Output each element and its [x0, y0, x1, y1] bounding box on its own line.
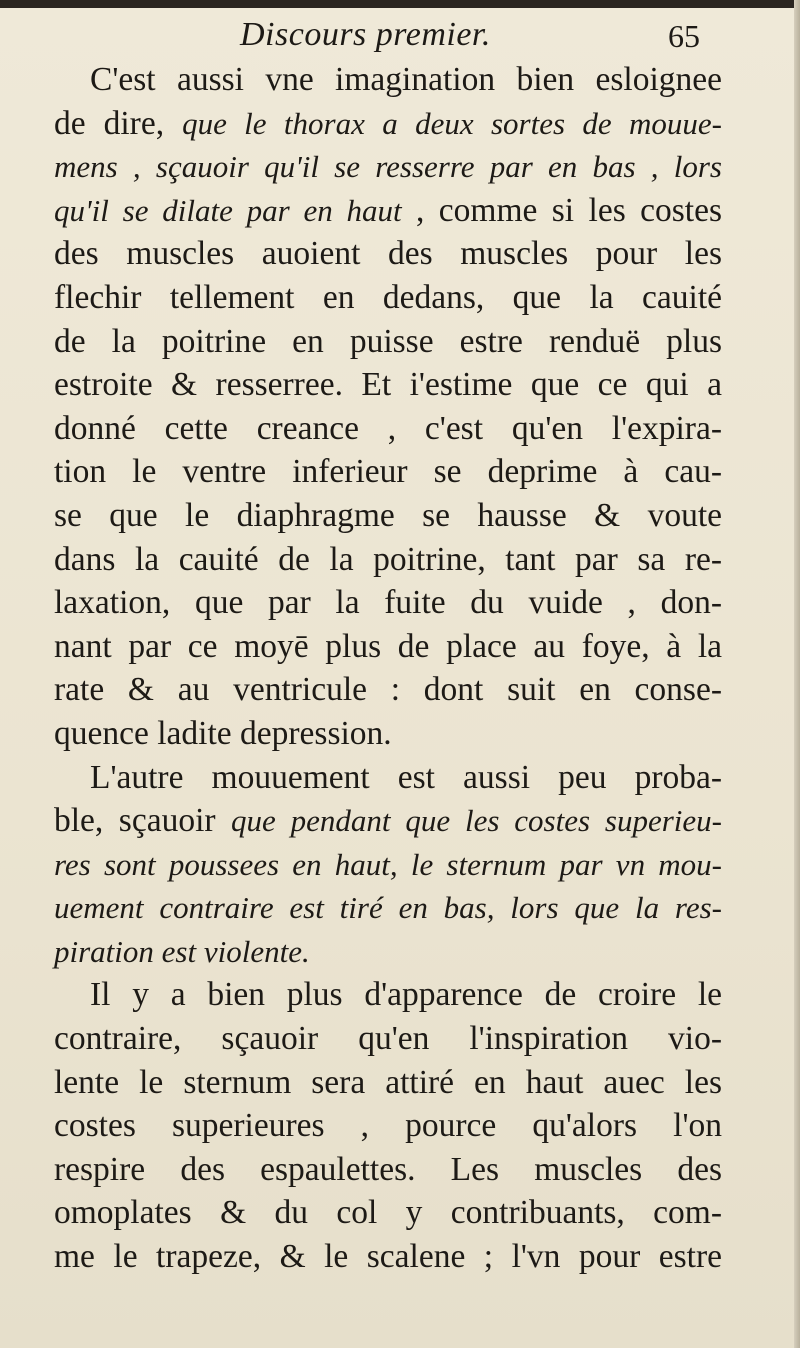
text-line [54, 886, 722, 930]
text-span: se que le diaphragme se hausse & voute [54, 496, 722, 534]
italic-text-span: que le thorax a deux sortes de mouue- [182, 105, 722, 141]
text-line [54, 538, 722, 582]
running-head: Discours premier. [240, 16, 491, 53]
text-span: costes superieures , pource qu'alors l'on [54, 1107, 722, 1145]
text-line [54, 756, 722, 800]
text-line [54, 450, 722, 494]
text-span: donné cette creance , c'est qu'en l'expira- [54, 409, 722, 447]
text-line [54, 712, 722, 756]
italic-text-span: mens , sçauoir qu'il se resserre par en bas , lors [54, 149, 722, 185]
italic-text-span: res sont poussees en haut, le sternum par vn mou- [54, 846, 722, 882]
text-span: C'est aussi vne imagination bien esloignee [90, 61, 722, 98]
text-line [54, 494, 722, 538]
text-span: ble, sçauoir [54, 802, 232, 840]
italic-text-span: qu'il se dilate par en haut [54, 192, 402, 228]
text-span: quence ladite depression. [54, 714, 392, 752]
text-span: estroite & resserree. Et i'estime que ce qui a [54, 366, 722, 404]
text-line [54, 1104, 722, 1148]
text-line [54, 363, 722, 407]
text-line [54, 799, 722, 843]
text-line [54, 973, 722, 1017]
text-span: omoplates & du col y contribuants, com- [54, 1194, 722, 1232]
text-span: rate & au ventricule : dont suit en conse- [54, 671, 722, 709]
text-span: des muscles auoient des muscles pour les [54, 235, 722, 273]
text-span: laxation, que par la fuite du vuide , don- [54, 584, 722, 622]
text-span: Il y a bien plus d'apparence de croire le [90, 976, 722, 1014]
text-span: de dire, [54, 104, 183, 142]
text-span: contraire, sçauoir qu'en l'inspiration vio- [54, 1020, 722, 1058]
page-header [0, 14, 800, 60]
text-line [54, 320, 722, 364]
text-span: dans la cauité de la poitrine, tant par sa re- [54, 540, 722, 578]
text-span: flechir tellement en dedans, que la cauité [54, 278, 722, 316]
text-line [54, 668, 722, 712]
text-line [54, 1191, 722, 1235]
text-line [54, 407, 722, 451]
text-line [54, 1235, 722, 1279]
text-line [54, 232, 722, 276]
page-top-edge [0, 0, 800, 8]
text-line [54, 276, 722, 320]
text-line [54, 189, 722, 233]
text-span: nant par ce moyē plus de place au foye, à la [54, 627, 722, 665]
text-line [54, 58, 722, 102]
text-line [54, 1017, 722, 1061]
italic-text-span: que pendant que les costes superieu- [231, 803, 722, 839]
page-number: 65 [668, 18, 700, 54]
text-span: , comme si les costes [401, 191, 722, 229]
text-span: tion le ventre inferieur se deprime à cau- [54, 453, 722, 491]
text-span: respire des espaulettes. Les muscles des [54, 1150, 722, 1188]
text-line [54, 1061, 722, 1105]
text-line [54, 102, 722, 146]
italic-text-span: uement contraire est tiré en bas, lors que la res- [54, 890, 722, 926]
text-line [54, 581, 722, 625]
text-line [54, 145, 722, 189]
text-line [54, 625, 722, 669]
text-line [54, 1148, 722, 1192]
body-text [54, 58, 722, 1279]
italic-text-span: piration est violente. [54, 933, 310, 969]
text-span: de la poitrine en puisse estre renduë plus [54, 322, 722, 360]
text-line [54, 930, 722, 974]
page-right-edge [794, 0, 800, 1348]
text-line [54, 843, 722, 887]
text-span: me le trapeze, & le scalene ; l'vn pour estre [54, 1238, 722, 1276]
text-span: lente le sternum sera attiré en haut auec les [54, 1063, 722, 1101]
text-span: L'autre mouuement est aussi peu proba- [90, 758, 722, 796]
